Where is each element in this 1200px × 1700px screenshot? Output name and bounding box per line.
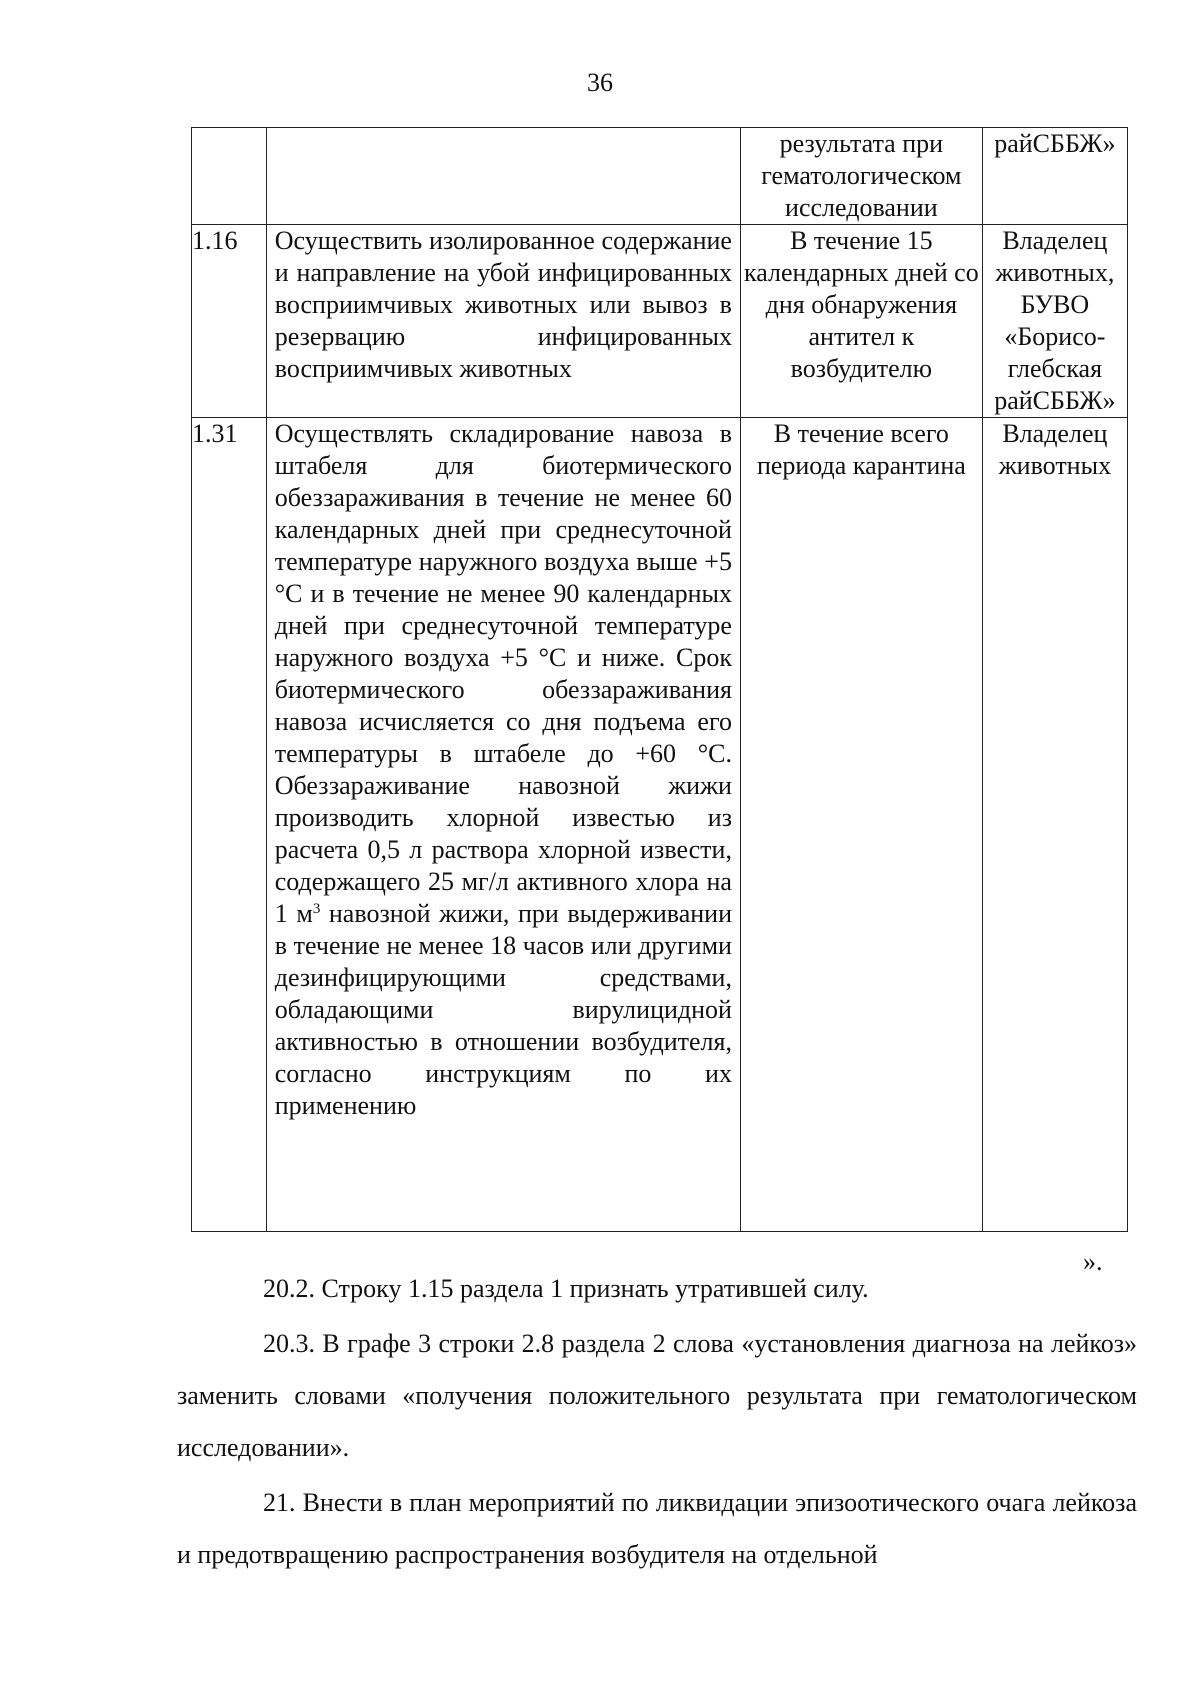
paragraph-20-2 (177, 1263, 1137, 1315)
row-term: В течение 15 календарных дней со дня обнаружения антител к возбудителю (740, 225, 982, 418)
row-responsible: Владелец животных (982, 418, 1127, 1232)
row-number (192, 128, 267, 225)
paragraph-text: 20.3. В графе 3 строки 2.8 раздела 2 слова «установления диагноза на лейкоз» заменить словами «получения положительного результата при гематологическом исследовании». (177, 1329, 1137, 1462)
paragraph-text: 20.2. Строку 1.15 раздела 1 признать утратившей силу. (263, 1274, 869, 1303)
table-row (192, 225, 1128, 418)
paragraph-21 (177, 1477, 1137, 1581)
row-term: результата при гематологическом исследовании (740, 128, 982, 225)
cubic-superscript: 3 (312, 901, 321, 917)
row-responsible: Владелец животных, БУВО «Борисо-глебская райСББЖ» (982, 225, 1127, 418)
page-number: 36 (587, 68, 613, 97)
row-term: В течение всего периода карантина (740, 418, 982, 1232)
row-number: 1.16 (192, 225, 267, 418)
table-row (192, 128, 1128, 225)
row-action (266, 418, 740, 1232)
row-action (266, 128, 740, 225)
paragraph-text: 21. Внести в план мероприятий по ликвидации эпизоотического очага лейкоза и предотвращению распространения возбудителя на отдельной (177, 1488, 1137, 1569)
measures-table (191, 127, 1128, 1232)
row-action: Осуществить изолированное содержание и направление на убой инфицированных восприимчивых животных или вывоз в резервацию инфицированных восприимчивых животных (266, 225, 740, 418)
row-number: 1.31 (192, 418, 267, 1232)
row-action-text-continued: навозной жижи, при выдерживании в течение не менее 18 часов или другими дезинфицирующими средствами, обладающими вирулицидной активностью в отношении возбудителя, согласно инструкциям по их применению (274, 899, 732, 1120)
row-action-text: Осуществлять складирование навоза в штабеля для биотермического обеззараживания в течение не менее 60 календарных дней при среднесуточной температуре наружного воздуха выше +5 °С и в течение не менее 90 календарных дней при среднесуточной температуре наружного воздуха +5 °С и ниже. Срок биотермического обеззараживания навоза исчисляется со дня подъема его температуры в штабеле до +60 °С. Обеззараживание навозной жижи производить хлорной известью из расчета 0,5 л раствора хлорной извести, содержащего 25 мг/л активного хлора на 1 м (274, 419, 732, 928)
paragraph-20-3 (177, 1318, 1137, 1474)
table-row (192, 418, 1128, 1232)
table-closing-quote: ». (1083, 1247, 1103, 1276)
row-responsible: райСББЖ» (982, 128, 1127, 225)
